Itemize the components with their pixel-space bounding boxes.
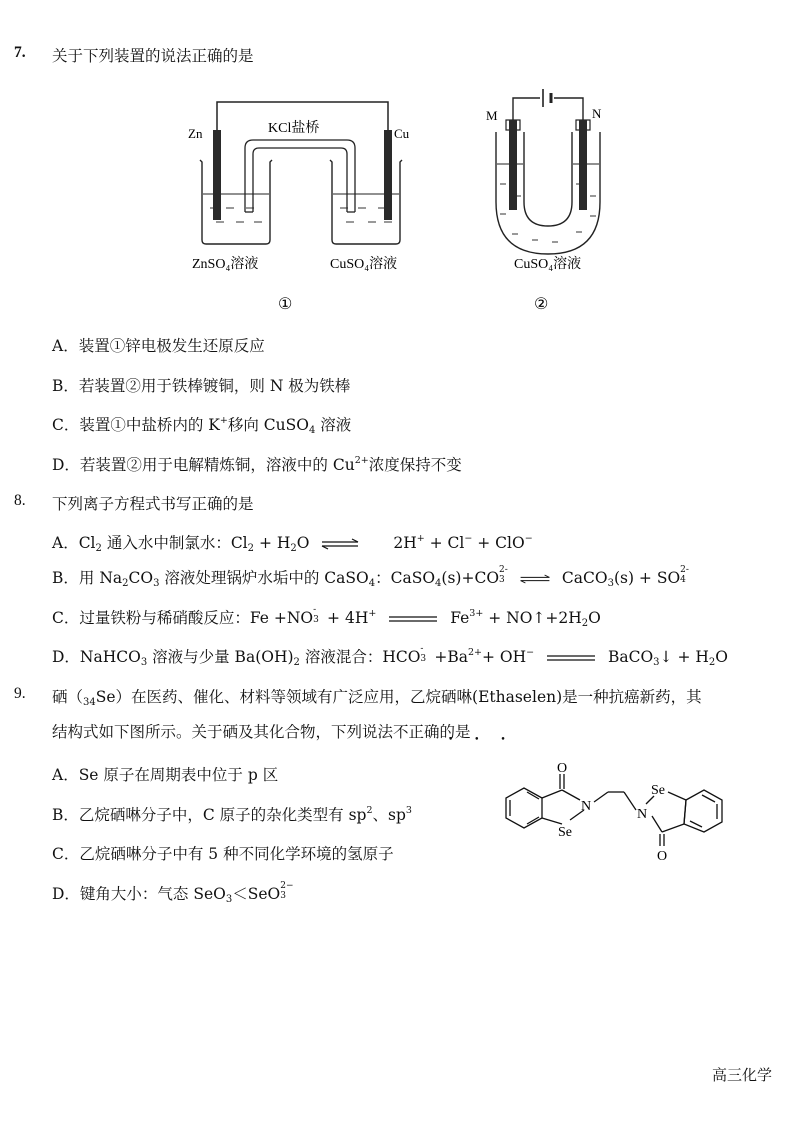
- q9-option-a: A．Se 原子在周期表中位于 p 区: [52, 766, 279, 784]
- q9-option-b: B．乙烷硒啉分子中，C 原子的杂化类型有 $sp^2$、$sp^3$: [52, 805, 412, 824]
- q8-option-c: C．过量铁粉与稀硝酸反应：Fe +NO - 3 + 4H+ $Fe^{3+}$ + $NO↑+2H_2O$: [52, 605, 601, 629]
- salt-bridge-label: KCl盐桥: [268, 121, 320, 136]
- figure-1-marker: ①: [278, 296, 293, 313]
- electrode-m-label: M: [486, 108, 498, 123]
- zn-label: Zn: [188, 126, 203, 141]
- q8-option-d: D．NaHCO$_3$ 溶液与少量 $Ba(OH)_2$ 溶液混合：HCO - 3 $+Ba^{2+}+ OH^-$ BaCO$_3$↓ + $H_2O$: [52, 644, 728, 668]
- question-8-stem: 下列离子方程式书写正确的是: [52, 495, 254, 513]
- electrolysis-u-tube-diagram: [482, 84, 612, 320]
- nitrogen-right: N: [637, 807, 648, 822]
- cu-label: Cu: [394, 126, 410, 141]
- q9-option-c: C．乙烷硒啉分子中有 5 种不同化学环境的氢原子: [52, 845, 394, 863]
- equilibrium-arrow-icon: [519, 573, 551, 585]
- u-tube-solution-label: CuSO₄溶液: [514, 257, 582, 272]
- carbonyl-o-right: O: [657, 849, 668, 864]
- selenium-right: Se: [651, 783, 665, 798]
- q8-option-a: A．$Cl_2$ 通入水中制氯水：$Cl_2 + H_2O$ 2H+ + Cl− + ClO−: [52, 533, 533, 554]
- znso4-solution-label: ZnSO₄溶液: [192, 257, 259, 272]
- cuso4-solution-label: CuSO₄溶液: [330, 257, 398, 272]
- equilibrium-arrow-icon: [320, 538, 360, 550]
- question-7-stem: 关于下列装置的说法正确的是: [52, 47, 254, 65]
- question-7-number: 7.: [14, 44, 26, 61]
- q7-option-b: B．若装置②用于铁棒镀铜，则 N 极为铁棒: [52, 377, 351, 395]
- q7-option-d: D．若装置②用于电解精炼铜，溶液中的 $Cu^{2+}$浓度保持不变: [52, 455, 462, 474]
- galvanic-cell-diagram: [180, 90, 430, 320]
- equals-sign-icon: [387, 613, 439, 625]
- figure-2-marker: ②: [534, 296, 549, 313]
- q9-option-d: D．键角大小：气态 SeO$_3$＜SeO 2− 3: [52, 881, 294, 905]
- question-8-number: 8.: [14, 492, 26, 509]
- electrode-n-label: N: [592, 106, 602, 121]
- question-9-stem-line1: 硒$(_{34}Se)$在医药、催化、材料等领域有广泛应用，乙烷硒啉(Ethaselen)是一种抗癌新药，其: [52, 688, 702, 708]
- nitrogen-left: N: [581, 799, 592, 814]
- emphasis-dots: • • •: [448, 735, 515, 745]
- selenium-left: Se: [558, 825, 572, 840]
- q7-option-a: A．装置①锌电极发生还原反应: [52, 337, 265, 355]
- question-9-number: 9.: [14, 685, 26, 702]
- question-9-stem-line2: 结构式如下图所示。关于硒及其化合物，下列说法不正确的是: [52, 723, 471, 741]
- q7-option-c: C．装置①中盐桥内的 K+移向 CuSO$_4$ 溶液: [52, 415, 352, 436]
- footer-subject: 高三化学: [712, 1066, 773, 1084]
- q8-option-b: B．用 $Na_2CO_3$ 溶液处理锅炉水垢中的 CaSO$_4$：CaSO$_4$(s)+CO 2- 3 CaCO$_3$(s) + SO 2- 4: [52, 565, 689, 589]
- ethaselen-structure: [496, 752, 740, 864]
- carbonyl-o-left: O: [557, 761, 568, 776]
- equals-sign-icon: [545, 652, 597, 664]
